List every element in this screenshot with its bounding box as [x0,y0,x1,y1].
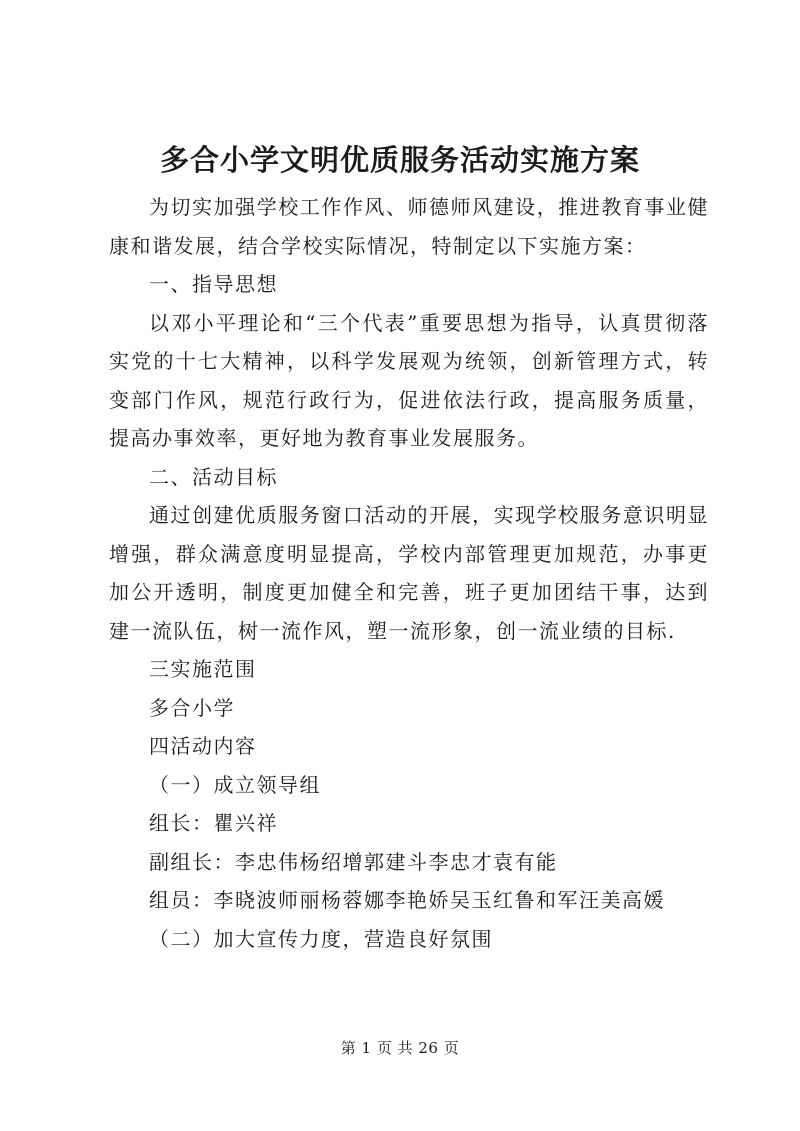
scope-text: 多合小学 [149,695,235,720]
deputy-leaders-line: 副组长：李忠伟杨绍增郭建斗李忠才袁有能 [149,849,558,874]
subsection-heading-publicity: （二）加大宣传力度，营造良好氛围 [149,926,493,951]
activity-goals-paragraph: 通过创建优质服务窗口活动的开展，实现学校服务意识明显增强，群众满意度明显提高，学校内部管理更加规范，办事更加公开透明，制度更加健全和完善，班子更加团结干事，达到建一流队伍，树一流作风，塑一流形象，创一流业绩的目标. [109,503,709,643]
page-number-footer: 第 1 页 共 26 页 [340,1039,460,1057]
subsection-heading-leadership-group: （一）成立领导组 [149,772,321,797]
intro-paragraph: 为切实加强学校工作作风、师德师风建设，推进教育事业健康和谐发展，结合学校实际情况，特制定以下实施方案： [109,195,709,258]
document-body [109,188,709,958]
guiding-thought-paragraph: 以邓小平理论和“三个代表”重要思想为指导，认真贯彻落实党的十七大精神，以科学发展观为统领，创新管理方式，转变部门作风，规范行政行为，促进依法行政，提高服务质量，提高办事效率，更好地为教育事业发展服务。 [109,310,709,450]
group-leader-line: 组长：瞿兴祥 [149,811,278,835]
section-heading-guiding-thought: 一、指导思想 [149,272,278,296]
section-heading-activity-content: 四活动内容 [149,734,257,758]
document-title: 多合小学文明优质服务活动实施方案 [159,143,640,177]
section-heading-scope: 三实施范围 [149,657,257,681]
group-members-line: 组员：李晓波师丽杨蓉娜李艳娇吴玉红鲁和军汪美高媛 [149,888,665,912]
section-heading-activity-goals: 二、活动目标 [149,464,278,489]
